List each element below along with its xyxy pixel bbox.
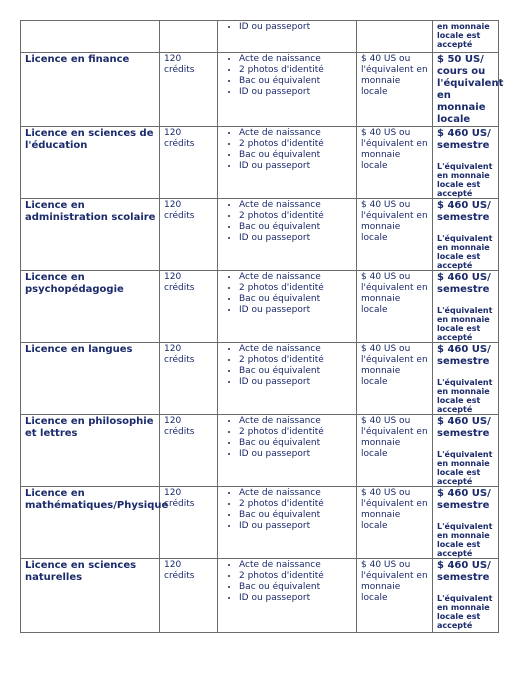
tuition-cell	[433, 415, 499, 487]
document-item: • Bac ou équivalent	[239, 222, 353, 233]
document-item: • Acte de naissance	[239, 272, 353, 283]
program-name: Licence en administration scolaire	[25, 200, 156, 223]
application-fee: $ 40 US ou l'équivalent en monnaie locale	[361, 416, 428, 459]
document-item: • ID ou passeport	[239, 377, 353, 388]
document-item: • ID ou passeport	[239, 449, 353, 460]
table-row	[21, 415, 499, 487]
credits-value: 120 crédits	[164, 128, 195, 149]
credits-cell	[160, 343, 218, 415]
document-item: • ID ou passeport	[239, 233, 353, 244]
document-item: • Bac ou équivalent	[239, 510, 353, 521]
document-item: • 2 photos d'identité	[239, 571, 353, 582]
tuition-cell	[433, 487, 499, 559]
fee-cell	[357, 271, 433, 343]
program-cell	[21, 53, 160, 127]
table-row	[21, 199, 499, 271]
document-item: • ID ou passeport	[239, 305, 353, 316]
documents-list	[222, 200, 353, 244]
documents-list	[222, 344, 353, 388]
document-item: • Acte de naissance	[239, 560, 353, 571]
document-item: • Bac ou équivalent	[239, 582, 353, 593]
program-name: Licence en sciences de l'éducation	[25, 128, 154, 151]
tuition-amount: $ 50 US/ cours ou l'équivalent en monnaie locale	[437, 54, 504, 125]
document-item: • ID ou passeport	[239, 22, 353, 33]
document-item: • ID ou passeport	[239, 87, 353, 98]
program-name: Licence en philosophie et lettres	[25, 416, 154, 439]
program-cell	[21, 487, 169, 559]
credits-cell	[160, 199, 218, 271]
documents-list	[222, 488, 353, 532]
document-item: • 2 photos d'identité	[239, 283, 353, 294]
program-cell	[21, 21, 160, 53]
application-fee: $ 40 US ou l'équivalent en monnaie locale	[361, 128, 428, 171]
document-item: • ID ou passeport	[239, 521, 353, 532]
credits-value: 120 crédits	[164, 54, 195, 75]
tuition-note: L'équivalent en monnaie locale est accepté	[437, 594, 493, 630]
application-fee: $ 40 US ou l'équivalent en monnaie locale	[361, 344, 428, 387]
tuition-amount: $ 460 US/ semestre	[437, 416, 491, 439]
document-item: • Bac ou équivalent	[239, 76, 353, 87]
program-name: Licence en sciences naturelles	[25, 560, 137, 583]
program-name: Licence en finance	[25, 54, 130, 65]
table-row	[21, 53, 499, 127]
tuition-cell	[433, 21, 499, 53]
application-fee: $ 40 US ou l'équivalent en monnaie locale	[361, 54, 428, 97]
program-name: Licence en langues	[25, 344, 133, 355]
program-name: Licence en mathématiques/Physique	[25, 488, 169, 511]
tuition-note: L'équivalent en monnaie locale est accepté	[437, 450, 493, 486]
program-cell	[21, 199, 160, 271]
tuition-cell	[433, 271, 499, 343]
credits-cell	[160, 271, 218, 343]
fee-cell	[357, 487, 433, 559]
document-item: • Acte de naissance	[239, 344, 353, 355]
tuition-cell	[433, 199, 499, 271]
document-item: • 2 photos d'identité	[239, 65, 353, 76]
credits-cell	[160, 21, 218, 53]
documents-list	[222, 54, 353, 98]
fee-cell	[357, 199, 433, 271]
tuition-note: L'équivalent en monnaie locale est accepté	[437, 162, 493, 198]
application-fee: $ 40 US ou l'équivalent en monnaie locale	[361, 560, 428, 603]
table-row	[21, 127, 499, 199]
fee-cell	[357, 127, 433, 199]
tuition-cell	[433, 53, 504, 127]
documents-cell	[218, 127, 357, 199]
document-item: • Acte de naissance	[239, 416, 353, 427]
program-cell	[21, 415, 160, 487]
credits-value: 120 crédits	[164, 272, 195, 293]
document-item: • Bac ou équivalent	[239, 150, 353, 161]
program-name: Licence en psychopédagogie	[25, 272, 124, 295]
credits-value: 120 crédits	[164, 416, 195, 437]
documents-cell	[218, 53, 357, 127]
document-item: • 2 photos d'identité	[239, 139, 353, 150]
table-row	[21, 487, 499, 559]
credits-cell	[160, 53, 218, 127]
document-item: • 2 photos d'identité	[239, 211, 353, 222]
tuition-cell	[433, 559, 499, 633]
document-item: • 2 photos d'identité	[239, 499, 353, 510]
tuition-note: en monnaie locale est accepté	[437, 22, 490, 49]
document-item: • Bac ou équivalent	[239, 366, 353, 377]
documents-list	[222, 560, 353, 604]
document-item: • Bac ou équivalent	[239, 294, 353, 305]
programs-table	[20, 20, 504, 633]
fee-cell	[357, 21, 433, 53]
application-fee: $ 40 US ou l'équivalent en monnaie locale	[361, 488, 428, 531]
documents-list	[222, 128, 353, 172]
credits-value: 120 crédits	[164, 200, 195, 221]
documents-cell	[218, 487, 357, 559]
document-item: • Acte de naissance	[239, 54, 353, 65]
document-item: • Acte de naissance	[239, 128, 353, 139]
documents-cell	[218, 271, 357, 343]
document-item: • 2 photos d'identité	[239, 427, 353, 438]
credits-value: 120 crédits	[164, 488, 195, 509]
documents-cell	[218, 21, 357, 53]
program-cell	[21, 127, 160, 199]
tuition-cell	[433, 343, 499, 415]
document-item: • Acte de naissance	[239, 488, 353, 499]
table-row-continued	[21, 21, 499, 53]
documents-list	[222, 22, 353, 33]
program-cell	[21, 559, 160, 633]
credits-value: 120 crédits	[164, 344, 195, 365]
fee-cell	[357, 53, 433, 127]
document-item: • 2 photos d'identité	[239, 355, 353, 366]
credits-cell	[160, 127, 218, 199]
documents-list	[222, 416, 353, 460]
document-item: • ID ou passeport	[239, 593, 353, 604]
documents-list	[222, 272, 353, 316]
fee-cell	[357, 415, 433, 487]
credits-cell	[160, 559, 218, 633]
fee-cell	[357, 343, 433, 415]
program-cell	[21, 343, 160, 415]
fee-cell	[357, 559, 433, 633]
documents-cell	[218, 559, 357, 633]
document-item: • ID ou passeport	[239, 161, 353, 172]
tuition-note: L'équivalent en monnaie locale est accepté	[437, 234, 493, 270]
tuition-amount: $ 460 US/ semestre	[437, 272, 491, 295]
tuition-amount: $ 460 US/ semestre	[437, 488, 491, 511]
documents-cell	[218, 199, 357, 271]
documents-cell	[218, 343, 357, 415]
table-row	[21, 343, 499, 415]
tuition-amount: $ 460 US/ semestre	[437, 560, 491, 583]
tuition-amount: $ 460 US/ semestre	[437, 128, 491, 151]
credits-cell	[160, 487, 218, 559]
program-cell	[21, 271, 160, 343]
tuition-note: L'équivalent en monnaie locale est accepté	[437, 522, 493, 558]
documents-cell	[218, 415, 357, 487]
application-fee: $ 40 US ou l'équivalent en monnaie locale	[361, 272, 428, 315]
document-item: • Bac ou équivalent	[239, 438, 353, 449]
table-row	[21, 559, 499, 633]
tuition-note: L'équivalent en monnaie locale est accepté	[437, 306, 493, 342]
credits-cell	[160, 415, 218, 487]
tuition-amount: $ 460 US/ semestre	[437, 200, 491, 223]
tuition-amount: $ 460 US/ semestre	[437, 344, 491, 367]
table-row	[21, 271, 499, 343]
credits-value: 120 crédits	[164, 560, 195, 581]
tuition-note: L'équivalent en monnaie locale est accepté	[437, 378, 493, 414]
tuition-cell	[433, 127, 499, 199]
application-fee: $ 40 US ou l'équivalent en monnaie locale	[361, 200, 428, 243]
document-item: • Acte de naissance	[239, 200, 353, 211]
programs-table-body	[21, 21, 504, 633]
